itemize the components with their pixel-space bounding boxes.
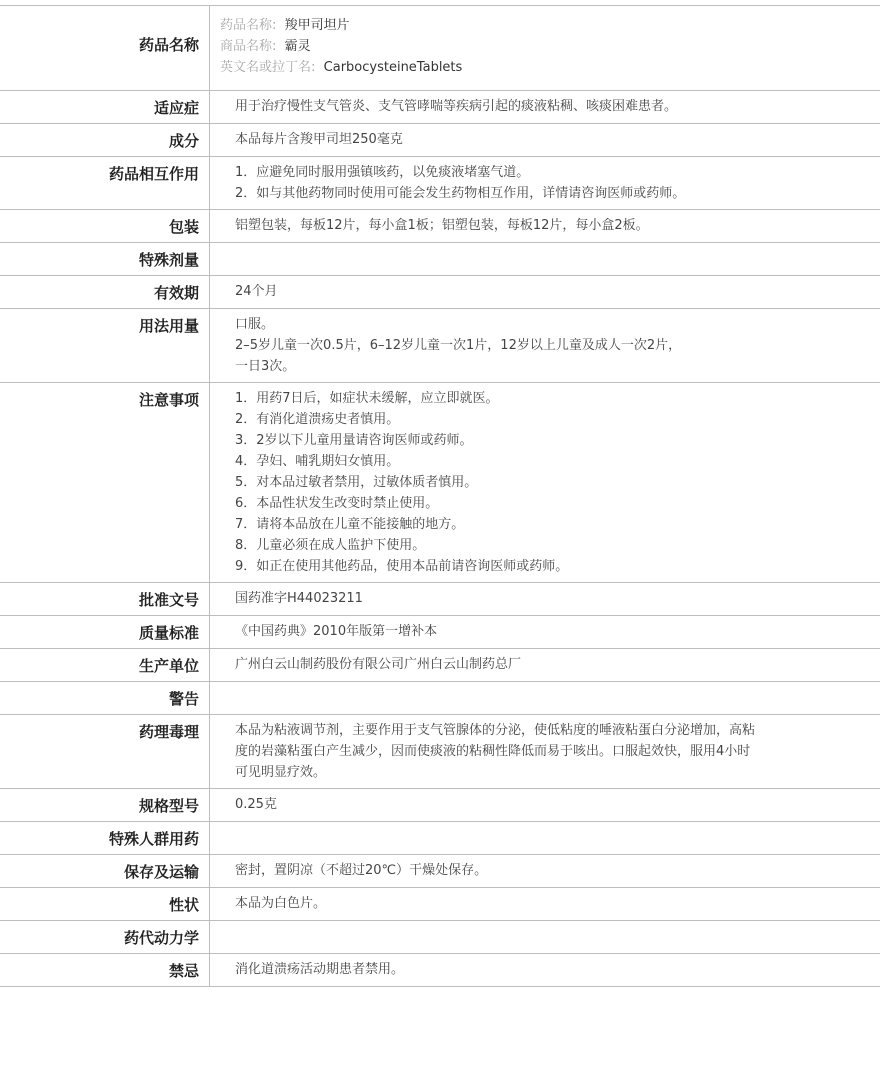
row-value — [210, 822, 880, 855]
row-indication — [0, 91, 880, 124]
value-line: 本品每片含羧甲司坦250毫克 — [235, 132, 403, 147]
row-storage — [0, 855, 880, 888]
drug-name-cell — [210, 6, 880, 91]
name-key: 英文名或拉丁名: — [220, 60, 316, 75]
value-line: 铝塑包装，每板12片，每小盒1板；铝塑包装，每板12片，每小盒2板。 — [235, 218, 649, 233]
row-label: 质量标准 — [0, 616, 210, 649]
row-label: 特殊人群用药 — [0, 822, 210, 855]
value-line: 5．对本品过敏者禁用，过敏体质者慎用。 — [235, 475, 478, 490]
generic-name-line — [220, 15, 870, 36]
value-line: 口服。 — [235, 317, 275, 332]
row-warning — [0, 682, 880, 715]
row-description — [0, 888, 880, 921]
value-line: 密封，置阴凉（不超过20℃）干燥处保存。 — [235, 863, 488, 878]
row-pharmacokinetics — [0, 921, 880, 954]
name-key: 商品名称: — [220, 39, 277, 54]
value-line: 可见明显疗效。 — [235, 765, 327, 780]
row-value — [210, 888, 880, 921]
row-usage — [0, 309, 880, 383]
name-value: CarbocysteineTablets — [323, 60, 463, 75]
row-special-population — [0, 822, 880, 855]
row-label: 用法用量 — [0, 309, 210, 383]
row-label: 特殊剂量 — [0, 243, 210, 276]
row-precautions — [0, 383, 880, 583]
name-value: 羧甲司坦片 — [284, 18, 350, 33]
row-package — [0, 210, 880, 243]
row-value — [210, 124, 880, 157]
row-interactions — [0, 157, 880, 210]
row-label: 药代动力学 — [0, 921, 210, 954]
trade-name-line — [220, 36, 870, 57]
value-line: 1．应避免同时服用强镇咳药，以免痰液堵塞气道。 — [235, 165, 530, 180]
row-value — [210, 789, 880, 822]
value-line: 本品为粘液调节剂，主要作用于支气管腺体的分泌，使低粘度的唾液粘蛋白分泌增加，高粘 — [235, 723, 756, 738]
row-value — [210, 210, 880, 243]
row-label: 规格型号 — [0, 789, 210, 822]
row-label: 注意事项 — [0, 383, 210, 583]
row-label: 适应症 — [0, 91, 210, 124]
row-label: 成分 — [0, 124, 210, 157]
row-value — [210, 276, 880, 309]
value-line: 9．如正在使用其他药品，使用本品前请咨询医师或药师。 — [235, 559, 569, 574]
row-approval — [0, 583, 880, 616]
row-label: 警告 — [0, 682, 210, 715]
row-spec — [0, 789, 880, 822]
row-standard — [0, 616, 880, 649]
row-label: 保存及运输 — [0, 855, 210, 888]
row-label: 药品名称 — [0, 6, 210, 91]
row-value — [210, 383, 880, 583]
value-line: 2．有消化道溃疡史者慎用。 — [235, 412, 400, 427]
value-line: 本品为白色片。 — [235, 896, 327, 911]
value-line: 24个月 — [235, 284, 278, 299]
row-value — [210, 91, 880, 124]
row-value — [210, 921, 880, 954]
row-drug-name — [0, 6, 880, 91]
row-manufacturer — [0, 649, 880, 682]
value-line: 用于治疗慢性支气管炎、支气管哮喘等疾病引起的痰液粘稠、咳痰困难患者。 — [235, 99, 678, 114]
row-value — [210, 715, 880, 789]
row-value — [210, 954, 880, 987]
value-line: 7．请将本品放在儿童不能接触的地方。 — [235, 517, 465, 532]
value-line: 广州白云山制药股份有限公司广州白云山制药总厂 — [235, 657, 522, 672]
drug-spec-table — [0, 5, 880, 987]
row-value — [210, 682, 880, 715]
value-line: 一日3次。 — [235, 359, 296, 374]
value-line: 0.25克 — [235, 797, 277, 812]
row-ingredients — [0, 124, 880, 157]
row-label: 性状 — [0, 888, 210, 921]
value-line: 《中国药典》2010年版第一增补本 — [235, 624, 438, 639]
row-value — [210, 855, 880, 888]
value-line: 8．儿童必须在成人监护下使用。 — [235, 538, 426, 553]
row-label: 药品相互作用 — [0, 157, 210, 210]
row-label: 生产单位 — [0, 649, 210, 682]
value-line: 3．2岁以下儿童用量请咨询医师或药师。 — [235, 433, 473, 448]
row-contraindications — [0, 954, 880, 987]
value-line: 1．用药7日后，如症状未缓解，应立即就医。 — [235, 391, 499, 406]
name-value: 霸灵 — [284, 39, 311, 54]
row-value — [210, 309, 880, 383]
row-label: 禁忌 — [0, 954, 210, 987]
value-line: 消化道溃疡活动期患者禁用。 — [235, 962, 405, 977]
name-key: 药品名称: — [220, 18, 277, 33]
value-line: 2．如与其他药物同时使用可能会发生药物相互作用，详情请咨询医师或药师。 — [235, 186, 686, 201]
row-value — [210, 243, 880, 276]
row-value — [210, 616, 880, 649]
value-line: 度的岩藻粘蛋白产生减少，因而使痰液的粘稠性降低而易于咳出。口服起效快，服用4小时 — [235, 744, 751, 759]
row-value — [210, 583, 880, 616]
value-line: 4．孕妇、哺乳期妇女慎用。 — [235, 454, 400, 469]
value-line: 6．本品性状发生改变时禁止使用。 — [235, 496, 439, 511]
row-value — [210, 649, 880, 682]
row-pharmacology — [0, 715, 880, 789]
row-label: 包装 — [0, 210, 210, 243]
row-value — [210, 157, 880, 210]
row-shelf-life — [0, 276, 880, 309]
row-label: 批准文号 — [0, 583, 210, 616]
english-name-line — [220, 57, 870, 78]
row-label: 有效期 — [0, 276, 210, 309]
row-special-dose — [0, 243, 880, 276]
value-line: 国药准字H44023211 — [235, 591, 363, 606]
value-line: 2–5岁儿童一次0.5片，6–12岁儿童一次1片，12岁以上儿童及成人一次2片， — [235, 338, 682, 353]
row-label: 药理毒理 — [0, 715, 210, 789]
